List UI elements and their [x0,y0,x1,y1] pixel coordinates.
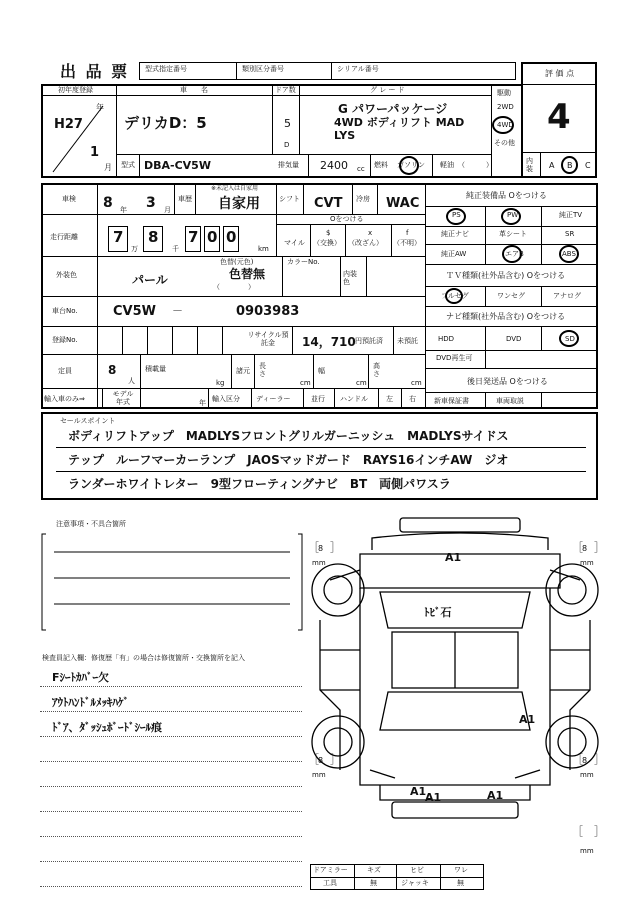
grade-line2: 4WD ボディリフト MAD [334,116,465,129]
caution-area [40,528,304,634]
inspector-note-1: Fｼｰﾄｶﾊﾞｰ欠 [52,671,110,684]
model-year-suffix: 年 [199,399,206,407]
inspector-label: 検査員記入欄：修復歴「有」の場合は修復箇所・交換箇所を記入 [42,654,245,662]
first-reg-month: 1 [90,145,100,160]
later-title: 後日発送品 Oをつける [467,377,548,386]
legend-tools: 工具 [323,879,337,887]
import-dealer: ディーラー [256,395,291,403]
interior-a: A [549,161,555,170]
damage-mark-a1-rear-1: A1 [410,785,427,798]
handle-label: ハンドル [340,395,368,403]
recycle-not: 未預託 [397,337,418,345]
sym-f: f [406,229,409,237]
reg-no-label: 登録No. [52,336,78,344]
sales-line1: ボディリフトアップ MADLYSフロントグリルガーニッシュ MADLYSサイドス [68,429,509,443]
interior-c: C [585,161,591,170]
car-name-label: 車 名 [180,86,208,94]
height-cm: cm [411,379,422,387]
nav-title: ナビ種類(社外品含む) Oをつける [446,312,566,321]
later-warranty: 新車保証書 [434,397,469,405]
sym-x: x [368,229,373,237]
legend-jack: ジャッキ [401,879,429,887]
doors-label: ドア数 [275,86,296,94]
opt-pw: PW [507,211,519,219]
model-year-label: モデル年式 [112,390,134,406]
recycle-label: リサイクル預託金 [247,331,289,348]
inspection-year-unit: 年 [120,206,127,214]
tire-rear-right-unit: mm [580,771,594,779]
form-title: 出 品 票 [60,62,130,81]
fuel-diesel: 軽油 [440,161,454,169]
opt-sr: SR [565,230,575,238]
sales-line2: テップ ルーフマーカーランプ JAOSマッドガード RAYS16インチAW ジオ [68,453,509,467]
length-label: 長さ [259,362,266,378]
legend-scratch: キズ [367,866,381,874]
mileage-digit-4: 0 [207,228,218,246]
doors-value: 5 [284,117,291,130]
exchange-option: （交換） [313,239,341,247]
opt-pw-circle [501,208,521,225]
handle-right: 右 [409,395,416,403]
tv-fullseg: フルセグ [441,292,469,300]
grade-line3: LYS [334,129,356,142]
ac-label: 冷房 [356,195,370,203]
damage-mark-chip: ﾄﾋﾞ石 [424,606,452,619]
recycle-unit: 円預託済 [355,337,383,345]
tv-oneseg: ワンセグ [497,292,525,300]
tire-rear-left-value: 8 [318,756,324,765]
inspection-label: 車検 [62,195,76,203]
drive-2wd: 2WD [497,103,514,111]
door-unit: D [284,141,290,149]
year-unit: 年 [96,103,104,112]
import-label: 輸入車のみ⇒ [44,395,85,403]
history-value: 自家用 [218,196,260,212]
fuel-other: （ ） [458,161,493,169]
tv-analog: アナログ [553,292,581,300]
inspector-note-2: ｱｳﾄﾊﾝﾄﾞﾙﾒｯｷﾊｹﾞ [52,696,129,709]
mileage-man: 万 [131,245,138,253]
damage-mark-a1-rear-2: A1 [425,791,442,804]
ac-value: WAC [386,196,420,211]
damage-mark-a1-rear-3: A1 [487,789,504,802]
load-kg: kg [216,379,225,387]
category-label: 類別区分番号 [242,65,284,73]
tire-front-left-bracket: ［ [308,541,319,554]
rating-value: 4 [547,97,571,137]
tire-rear-left-unit: mm [312,771,326,779]
chassis-label: 車台No. [52,307,78,315]
rating-label: 評 価 点 [545,69,575,78]
capacity-label: 定員 [58,367,72,375]
fuel-label: 燃料 [374,161,388,169]
opt-airbag: エアB [505,250,524,258]
opt-abs-circle [559,245,579,263]
inspection-month: 3 [146,195,156,211]
mileage-digit-2: 8 [148,228,159,246]
height-label: 高さ [373,362,380,378]
inspection-month-unit: 月 [164,206,171,214]
opt-leather: 革シート [499,230,527,238]
capacity-unit: 人 [128,377,135,385]
nav-sd-circle [559,330,579,347]
interior-b-circle [561,156,578,174]
legend-mirror: ドアミラー [313,866,348,874]
fuel-gasoline: ガソリン [397,161,425,169]
header-id-box [139,62,516,80]
color-no-label: カラーNo. [287,258,320,266]
nav-sd: SD [565,335,575,343]
width-cm: cm [356,379,367,387]
inspector-note-3: ﾄﾞｱ、ﾀﾞｯｼｭﾎﾞｰﾄﾞｼｰﾙ痕 [52,721,162,734]
nav-dvd: DVD [506,335,522,343]
mileage-digit-5: 0 [226,228,237,246]
sales-label: セールスポイント [60,417,116,425]
displacement-value: 2400 [320,159,348,172]
damage-mark-a1-right: A1 [519,713,536,726]
tire-front-left-unit: mm [312,559,326,567]
drive-other: その他 [494,139,515,147]
import-parallel: 並行 [311,395,325,403]
opt-airbag-circle [502,245,522,263]
legend-break: ワレ [454,866,468,874]
drive-label: 駆動 [497,89,511,97]
damage-mark-a1-front: A1 [445,551,462,564]
color-label: 外装色 [56,271,77,279]
opt-aw: 純正AW [441,250,467,258]
unknown-option: （不明） [393,239,421,247]
month-unit: 月 [104,163,112,172]
tire-rear-right-bracket: ［ [572,753,583,766]
interior-b: B [567,161,573,170]
spare-tire-bracket: ［ ］ [572,825,605,838]
shift-value: CVT [314,196,343,211]
mileage-circle-note: Oをつける [330,215,364,223]
drive-4wd: 4WD [497,121,514,129]
length-cm: cm [300,379,311,387]
sales-line3: ランダーホワイトレター 9型フローティングナビ BT 両側パワスラ [68,477,451,491]
legend-jack-value: 無 [457,879,464,887]
interior-label: 内装 [526,157,533,173]
mileage-digit-1: 7 [113,228,124,246]
grade-label: グ レ ー ド [370,86,405,94]
tire-front-right-value: 8 [582,544,588,553]
tire-rear-right-value: 8 [582,756,588,765]
tire-rear-left-bracket: ［ [308,753,319,766]
history-label: 車歴 [178,195,192,203]
tire-front-right-unit: mm [580,559,594,567]
first-reg-era: H27 [54,117,83,132]
tv-title: ＴＶ種類(社外品含む) Oをつける [446,271,566,280]
tampered-option: （改ざん） [348,239,383,247]
spare-tire-unit: mm [580,847,594,855]
mileage-label: 走行距離 [50,233,78,241]
first-reg-label: 初年度登録 [58,86,93,94]
opt-ps: PS [452,211,461,219]
displacement-label: 排気量 [278,161,299,169]
fuel-gasoline-circle [399,156,419,175]
tire-front-left-value: 8 [318,544,324,553]
tv-fullseg-circle [445,288,463,304]
sym-dollar: $ [326,229,331,237]
mileage-sen: 千 [172,245,179,253]
opt-tv: 純正TV [559,211,583,219]
later-manual: 車両取説 [496,397,524,405]
legend-crack: ヒビ [410,866,424,874]
opt-abs: ABS [562,250,576,258]
car-name: デリカD：5 [124,114,207,132]
options-title: 純正装備品 Oをつける [466,191,547,200]
model-cert-label: 型式指定番号 [145,65,187,73]
inspection-year: 8 [103,195,113,211]
serial-label: シリアル番号 [337,65,379,73]
capacity-value: 8 [108,363,117,377]
mileage-km: km [258,245,269,253]
chassis-prefix: CV5W [113,304,156,319]
interior-color-label: 内装色 [343,270,357,287]
color-value: パール [132,273,168,287]
legend-tools-value: 無 [370,879,377,887]
width-label: 幅 [318,367,325,375]
opt-nav: 純正ナビ [441,230,469,238]
load-label: 積載量 [145,365,166,373]
opt-ps-circle [446,208,466,225]
drive-4wd-circle [492,116,514,134]
mileage-digit-3: 7 [188,228,199,246]
chassis-number: 0903983 [236,304,300,319]
model-label: 型式 [121,161,135,169]
repaint-value: 色替無 [229,267,266,281]
recycle-amount: 14，710 [302,335,356,349]
cc-unit: cc [357,165,365,173]
repaint-paren: （ ） [213,283,255,291]
import-cat-label: 輸入区分 [212,395,240,403]
caution-label: 注意事項・不具合箇所 [56,520,126,528]
nav-hdd: HDD [438,335,455,343]
dvd-playback: DVD再生可 [436,354,473,362]
mile-option: マイル [284,239,305,247]
shift-label: シフト [279,195,300,203]
model-value: DBA-CV5W [144,159,211,172]
grade-line1: G パワーパッケージ [338,102,448,116]
history-note: ※未記入は自家用 [211,185,259,192]
chassis-dash: － [172,304,183,317]
handle-left: 左 [386,395,393,403]
tire-front-right-bracket: ［ [572,541,583,554]
dims-label: 諸元 [236,367,250,375]
repaint-label: 色替(元色) [220,258,254,266]
